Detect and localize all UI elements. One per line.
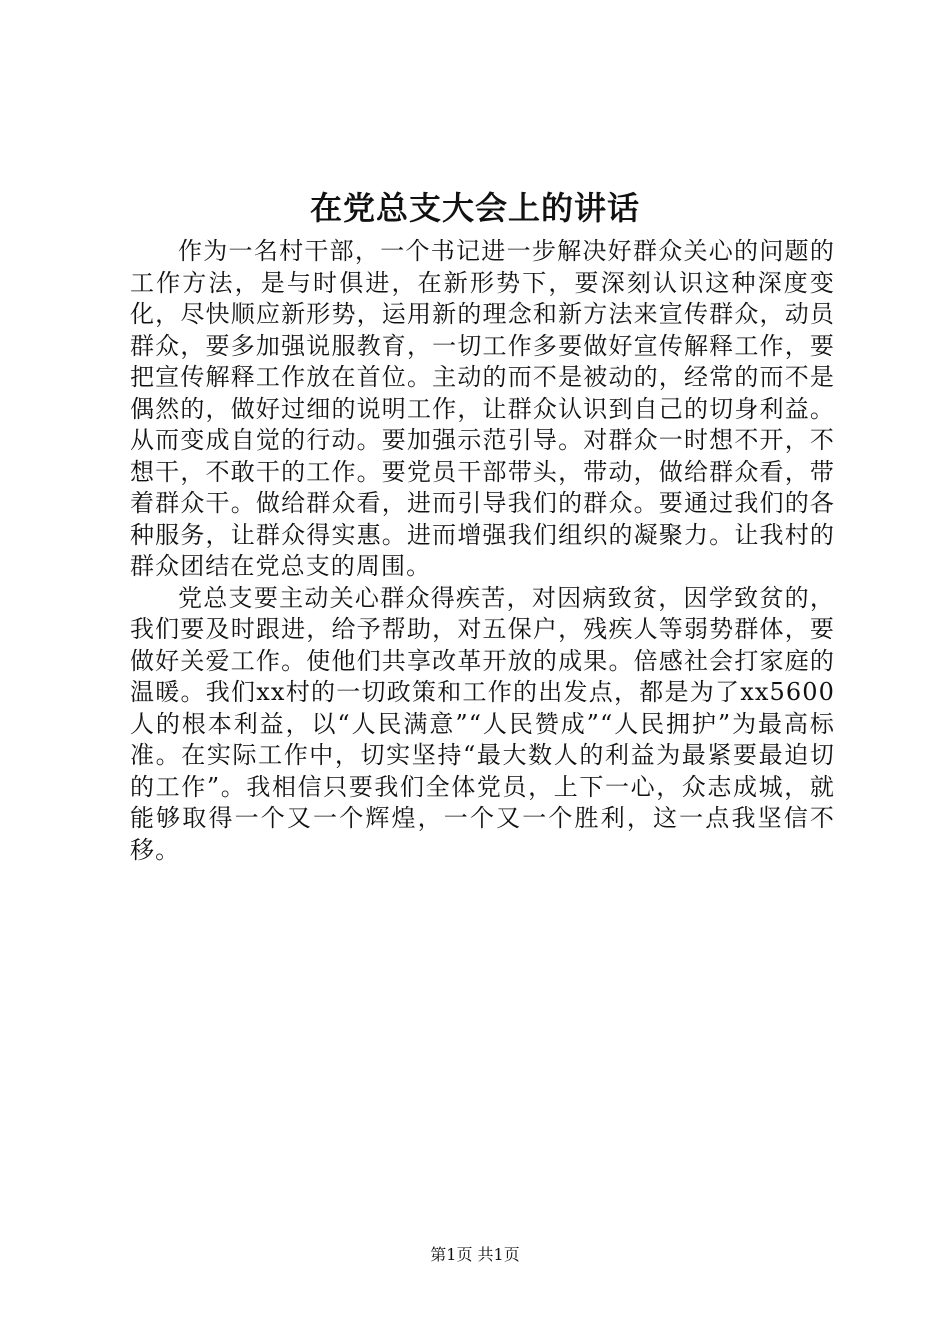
document-title: 在党总支大会上的讲话 <box>309 189 640 227</box>
paragraph-2: 党总支要主动关心群众得疾苦，对因病致贫，因学致贫的，我们要及时跟进，给予帮助，对五保户，残疾人等弱势群体，要做好关爱工作。使他们共享改革开放的成果。倍感社会打家庭的温暖。我们xx村的一切政策和工作的出发点，都是为了xx5600人的根本利益，以“人民满意”“人民赞成”“人民拥护”为最高标准。在实际工作中，切实坚持“最大数人的利益为最紧要最迫切的工作”。我相信只要我们全体党员，上下一心，众志成城，就能够取得一个又一个辉煌，一个又一个胜利，这一点我坚信不移。 <box>130 583 835 864</box>
paragraph-1: 作为一名村干部，一个书记进一步解决好群众关心的问题的工作方法，是与时俱进，在新形势下，要深刻认识这种深度变化，尽快顺应新形势，运用新的理念和新方法来宣传群众，动员群众，要多加强说服教育，一切工作多要做好宣传解释工作，要把宣传解释工作放在首位。主动的而不是被动的，经常的而不是偶然的，做好过细的说明工作，让群众认识到自己的切身利益。从而变成自觉的行动。要加强示范引导。对群众一时想不开，不想干，不敢干的工作。要党员干部带头，带动，做给群众看，带着群众干。做给群众看，进而引导我们的群众。要通过我们的各种服务，让群众得实惠。进而增强我们组织的凝聚力。让我村的群众团结在党总支的周围。 <box>130 237 835 580</box>
document-body <box>130 236 835 866</box>
page-footer: 第1页 共1页 <box>430 1245 520 1264</box>
